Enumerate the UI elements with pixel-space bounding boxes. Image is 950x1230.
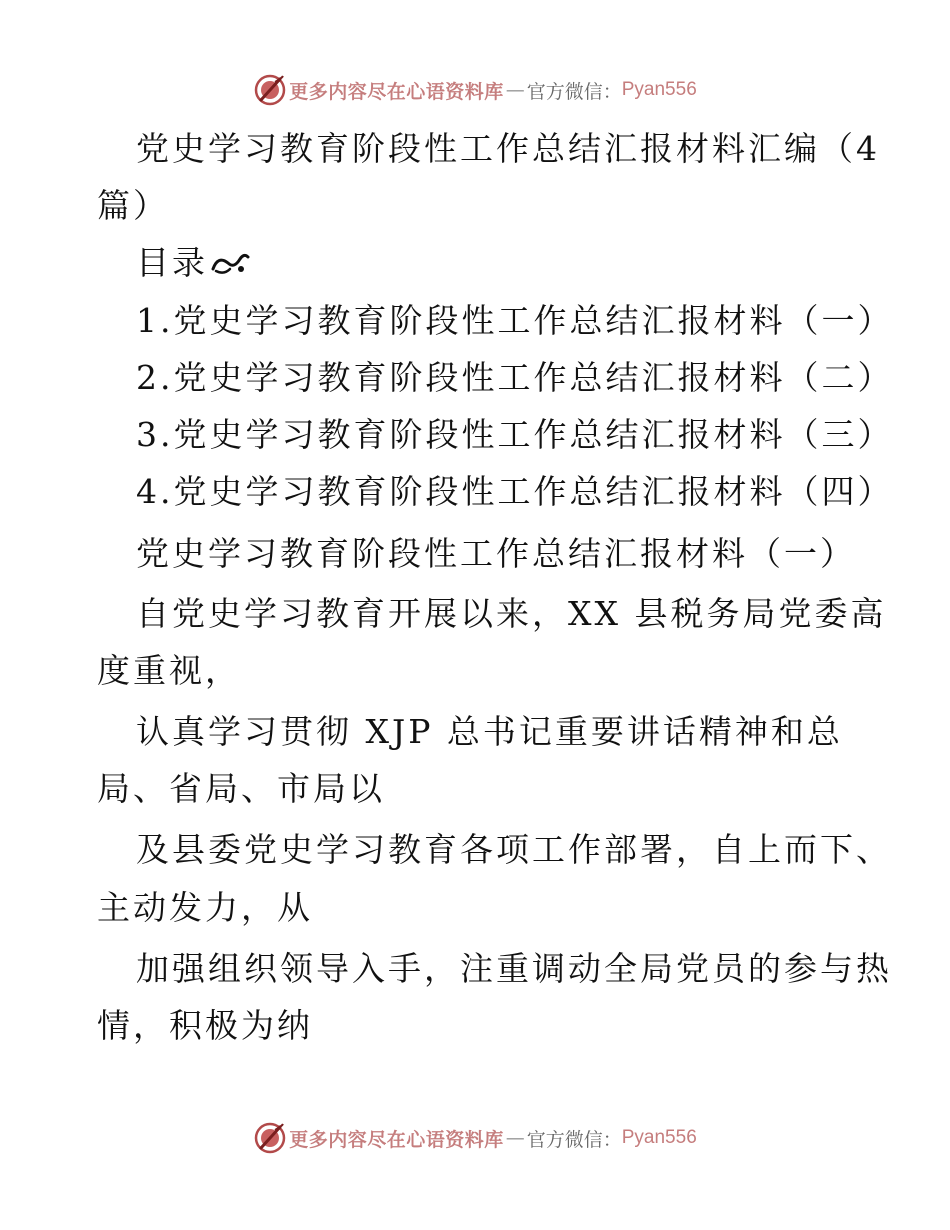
watermark-banner-top	[0, 70, 950, 110]
section-heading: 党史学习教育阶段性工作总结汇报材料（一）	[136, 534, 856, 573]
watermark-wechat-label: 官方微信：	[526, 80, 622, 103]
toc-item-4[interactable]: 4.党史学习教育阶段性工作总结汇报材料（四）	[136, 472, 894, 511]
watermark-wechat-id: Pyan556	[621, 1127, 697, 1148]
body-line: 情，积极为纳	[97, 1006, 313, 1045]
watermark-wechat-label: 官方微信：	[526, 1128, 622, 1151]
quill-logo-icon	[253, 1121, 287, 1155]
toc-item-3[interactable]: 3.党史学习教育阶段性工作总结汇报材料（三）	[136, 415, 894, 454]
watermark-text: 更多内容尽在心语资料库	[289, 1128, 504, 1151]
body-line: 及县委党史学习教育各项工作部署，自上而下、	[136, 830, 892, 869]
body-line: 主动发力，从	[97, 888, 313, 927]
body-line: 认真学习贯彻 XJP 总书记重要讲话精神和总	[136, 712, 843, 751]
watermark-separator: —	[505, 79, 525, 101]
watermark-banner-bottom	[0, 1118, 950, 1158]
quill-logo-icon	[253, 73, 287, 107]
body-line: 局、省局、市局以	[97, 769, 385, 808]
toc-item-2[interactable]: 2.党史学习教育阶段性工作总结汇报材料（二）	[136, 358, 894, 397]
watermark-wechat-id: Pyan556	[621, 79, 697, 100]
body-line: 度重视，	[97, 651, 241, 690]
toc-item-1[interactable]: 1.党史学习教育阶段性工作总结汇报材料（一）	[136, 301, 894, 340]
document-title-line-1: 党史学习教育阶段性工作总结汇报材料汇编（4	[136, 129, 880, 168]
watermark-text: 更多内容尽在心语资料库	[289, 80, 504, 103]
watermark-separator: —	[505, 1127, 525, 1149]
toc-heading-row	[136, 243, 250, 283]
document-title-line-2: 篇）	[97, 186, 169, 225]
swirl-ornament-icon	[210, 249, 250, 277]
toc-heading: 目录	[136, 243, 208, 282]
body-line: 自党史学习教育开展以来，XX 县税务局党委高	[136, 594, 887, 633]
body-line: 加强组织领导入手，注重调动全局党员的参与热	[136, 949, 892, 988]
